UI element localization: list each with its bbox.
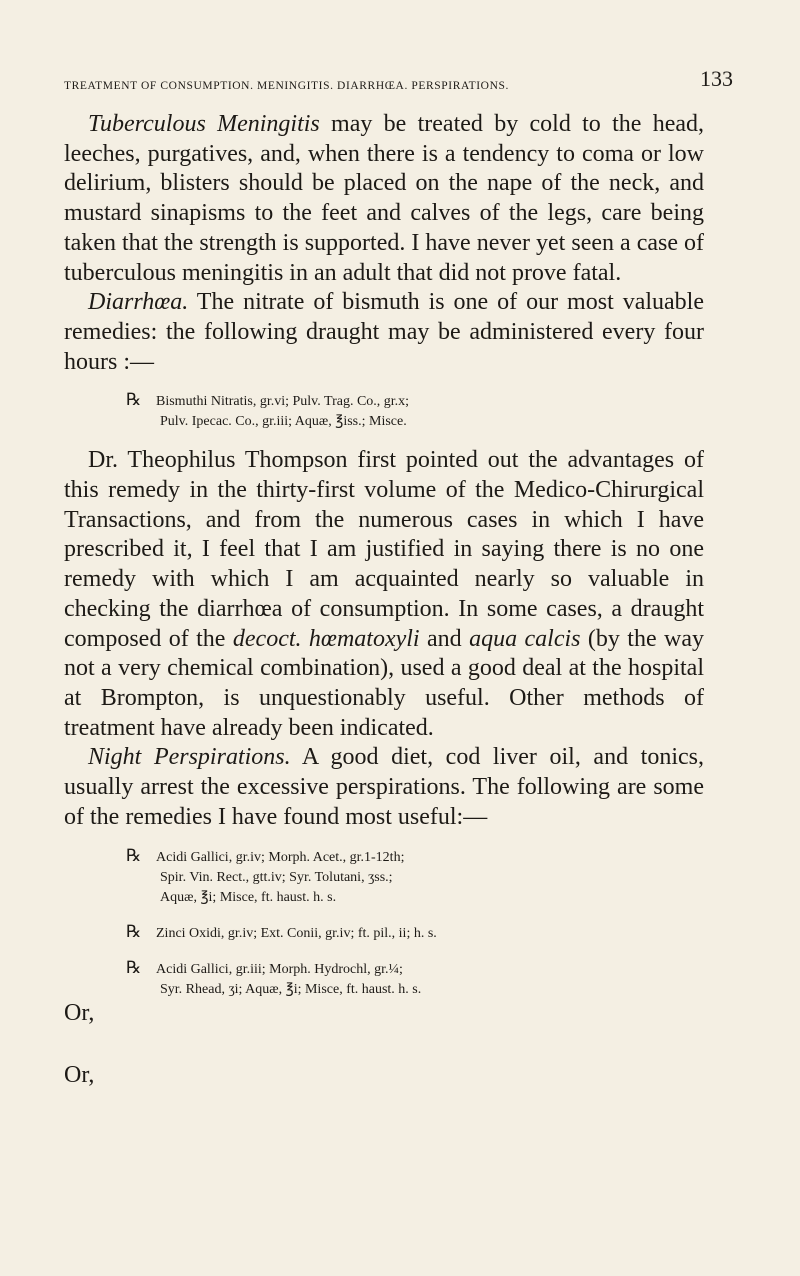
rx-symbol: ℞ xyxy=(126,846,142,866)
italic-aqua: aqua calcis xyxy=(469,625,581,652)
rx-symbol: ℞ xyxy=(126,958,142,978)
rx-text: Syr. Rhead, ʒi; Aquæ, ℥i; Misce, ft. haust. h. s. xyxy=(160,982,422,998)
paragraph-night-perspirations xyxy=(64,743,704,832)
italic-decoct: decoct. hœmatoxyli xyxy=(232,625,420,652)
rx-line xyxy=(126,958,704,980)
prescriptions-perspirations xyxy=(126,846,704,1000)
paragraph-text: A good diet, cod liver oil, and tonics, usually arrest the excessive perspirations. The following are some of the remedies I have found most useful:— xyxy=(64,744,704,830)
rx-text: Bismuthi Nitratis, gr.vi; Pulv. Trag. Co., gr.x; xyxy=(156,394,410,410)
rx-text: Acidi Gallici, gr.iv; Morph. Acet., gr.1-12th; xyxy=(156,850,405,866)
paragraph-text: and xyxy=(419,625,470,652)
running-header xyxy=(64,80,704,92)
running-title: TREATMENT OF CONSUMPTION. MENINGITIS. DIARRHŒA. PERSPIRATIONS. xyxy=(64,80,509,92)
paragraph-diarrhoea xyxy=(64,288,704,377)
rx-text: Aquæ, ℥i; Misce, ft. haust. h. s. xyxy=(160,890,337,906)
term-meningitis: Tuberculous Meningitis xyxy=(88,111,320,137)
rx-symbol: ℞ xyxy=(126,922,142,942)
or-label: Or, xyxy=(64,1000,95,1026)
paragraph-thompson xyxy=(64,446,704,743)
rx-text: Acidi Gallici, gr.iii; Morph. Hydrochl, gr.¼; xyxy=(156,962,403,978)
paragraph-text: The nitrate of bismuth is one of our most valuable remedies: the following draught may be administered every four hours :— xyxy=(64,289,704,375)
paragraph-text: Dr. Theophilus Thompson first pointed out the advantages of this remedy in the thirty-first volume of the Medico-Chirurgical Transactions, and from the numerous cases in which I have prescribed it, I feel that I am justified in saying there is no one remedy with which I am acquainted nearly so valuable in checking the diarrhœa of consumption. In some cases, a draught composed of the xyxy=(64,447,704,652)
rx-symbol: ℞ xyxy=(126,390,142,410)
page-body xyxy=(64,110,704,1000)
page-number: 133 xyxy=(700,66,733,91)
rx-line xyxy=(126,390,704,412)
paragraph-text: may be treated by cold to the head, leeches, purgatives, and, when there is a tendency to coma or low delirium, blisters should be placed on the nape of the neck, and mustard sinapisms to the feet and calves of the legs, care being taken that the strength is supported. I have never yet seen a case of tuberculous meningitis in an adult that did not prove fatal. xyxy=(64,111,704,286)
rx-text: Zinci Oxidi, gr.iv; Ext. Conii, gr.iv; ft. pil., ii; h. s. xyxy=(156,926,437,942)
or-label: Or, xyxy=(64,1062,95,1088)
paragraph-meningitis xyxy=(64,110,704,288)
rx-line xyxy=(126,922,704,944)
rx-line xyxy=(126,846,704,868)
prescription-bismuth xyxy=(126,390,704,432)
rx-text: Spir. Vin. Rect., gtt.iv; Syr. Tolutani, ʒss.; xyxy=(160,870,393,886)
paragraph-text: (by the way not a very chemical combination), used a good deal at the hospital at Brompton, is unquestionably useful. Other methods of treatment have already been indicated. xyxy=(64,625,705,741)
term-diarrhoea: Diarrhœa. xyxy=(88,289,189,316)
rx-text: Pulv. Ipecac. Co., gr.iii; Aquæ, ℥iss.; Misce. xyxy=(160,414,407,430)
term-night-perspirations: Night Perspirations. xyxy=(88,744,291,771)
